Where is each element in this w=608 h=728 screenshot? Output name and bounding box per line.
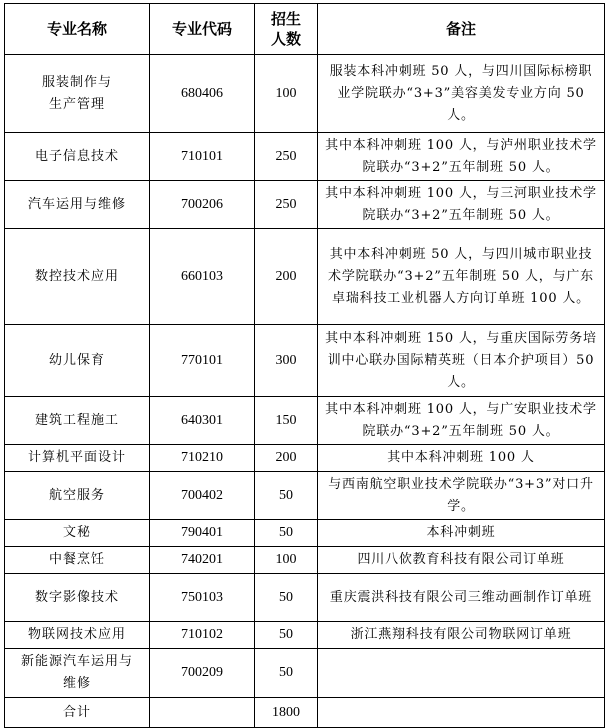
major-name: 数字影像技术 [5, 574, 150, 622]
major-name: 幼儿保育 [5, 325, 150, 397]
header-name: 专业名称 [5, 4, 150, 55]
major-code: 660103 [150, 229, 255, 325]
major-name: 中餐烹饪 [5, 547, 150, 574]
table-row [5, 397, 605, 445]
header-code: 专业代码 [150, 4, 255, 55]
major-code: 700209 [150, 649, 255, 698]
remark: 浙江燕翔科技有限公司物联网订单班 [318, 622, 605, 649]
remark: 其中本科冲刺班 100 人，与三河职业技术学院联办“3+2”五年制班 50 人。 [318, 181, 605, 229]
table-row [5, 622, 605, 649]
major-code: 710102 [150, 622, 255, 649]
remark: 其中本科冲刺班 150 人，与重庆国际劳务培训中心联办国际精英班（日本介护项目）50 人。 [318, 325, 605, 397]
remark: 重庆震洪科技有限公司三维动画制作订单班 [318, 574, 605, 622]
enrollment-count: 250 [255, 133, 318, 181]
enrollment-count: 100 [255, 547, 318, 574]
remark: 服装本科冲刺班 50 人，与四川国际标榜职业学院联办“3+3”美容美发专业方向 50 人。 [318, 55, 605, 133]
major-name: 航空服务 [5, 472, 150, 520]
enrollment-count: 50 [255, 622, 318, 649]
table-row [5, 55, 605, 133]
major-code: 790401 [150, 520, 255, 547]
major-code: 750103 [150, 574, 255, 622]
major-name: 电子信息技术 [5, 133, 150, 181]
table-row [5, 133, 605, 181]
major-name: 新能源汽车运用与 维修 [5, 649, 150, 698]
major-code: 700206 [150, 181, 255, 229]
major-name: 汽车运用与维修 [5, 181, 150, 229]
enrollment-count: 200 [255, 445, 318, 472]
remark: 四川八佽教育科技有限公司订单班 [318, 547, 605, 574]
header-note: 备注 [318, 4, 605, 55]
enrollment-table [4, 3, 605, 728]
enrollment-count: 150 [255, 397, 318, 445]
total-note-empty [318, 698, 605, 728]
total-code-empty [150, 698, 255, 728]
enrollment-count: 50 [255, 649, 318, 698]
enrollment-count: 50 [255, 520, 318, 547]
remark: 本科冲刺班 [318, 520, 605, 547]
major-name: 数控技术应用 [5, 229, 150, 325]
major-code: 770101 [150, 325, 255, 397]
enrollment-count: 100 [255, 55, 318, 133]
enrollment-count: 200 [255, 229, 318, 325]
major-code: 740201 [150, 547, 255, 574]
major-name: 物联网技术应用 [5, 622, 150, 649]
table-row [5, 445, 605, 472]
major-name: 文秘 [5, 520, 150, 547]
header-count: 招生 人数 [255, 4, 318, 55]
table-row [5, 181, 605, 229]
enrollment-count: 300 [255, 325, 318, 397]
table-row [5, 520, 605, 547]
remark: 其中本科冲刺班 100 人 [318, 445, 605, 472]
total-label: 合计 [5, 698, 150, 728]
remark: 其中本科冲刺班 100 人，与泸州职业技术学院联办“3+2”五年制班 50 人。 [318, 133, 605, 181]
table-row [5, 229, 605, 325]
enrollment-table-container [4, 3, 605, 728]
major-name: 建筑工程施工 [5, 397, 150, 445]
table-row [5, 649, 605, 698]
remark: 其中本科冲刺班 50 人，与四川城市职业技术学院联办“3+2”五年制班 50 人，与广东卓瑞科技工业机器人方向订单班 100 人。 [318, 229, 605, 325]
enrollment-count: 50 [255, 574, 318, 622]
enrollment-count: 250 [255, 181, 318, 229]
header-row [5, 4, 605, 55]
remark [318, 649, 605, 698]
table-row [5, 574, 605, 622]
total-row [5, 698, 605, 728]
table-row [5, 472, 605, 520]
table-row [5, 325, 605, 397]
major-name: 计算机平面设计 [5, 445, 150, 472]
total-count: 1800 [255, 698, 318, 728]
table-row [5, 547, 605, 574]
major-code: 700402 [150, 472, 255, 520]
enrollment-count: 50 [255, 472, 318, 520]
major-code: 710210 [150, 445, 255, 472]
major-code: 710101 [150, 133, 255, 181]
major-code: 640301 [150, 397, 255, 445]
major-name: 服装制作与 生产管理 [5, 55, 150, 133]
remark: 与西南航空职业技术学院联办“3+3”对口升学。 [318, 472, 605, 520]
remark: 其中本科冲刺班 100 人，与广安职业技术学院联办“3+2”五年制班 50 人。 [318, 397, 605, 445]
major-code: 680406 [150, 55, 255, 133]
